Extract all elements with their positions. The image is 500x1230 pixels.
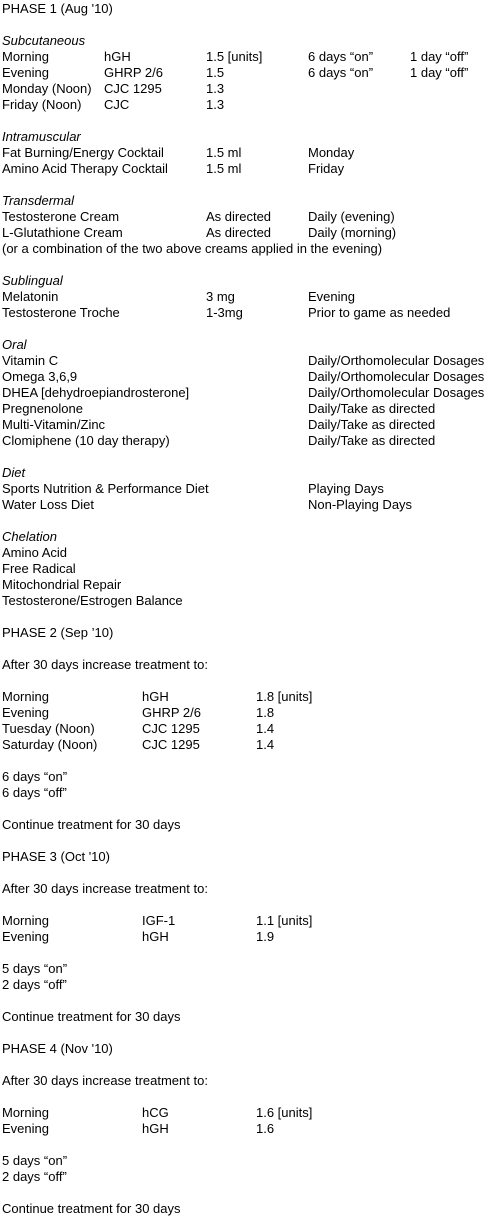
row-off: 1 day “off” bbox=[410, 49, 469, 64]
transdermal-note: (or a combination of the two above creams applied in the evening) bbox=[2, 241, 383, 256]
chelation-heading: Chelation bbox=[2, 529, 57, 544]
phase1-title: PHASE 1 (Aug '10) bbox=[2, 1, 113, 16]
phase3-title: PHASE 3 (Oct '10) bbox=[2, 849, 110, 864]
row-schedule: Daily/Take as directed bbox=[308, 417, 436, 432]
row-schedule: Playing Days bbox=[308, 481, 384, 496]
row-dose: 1.6 bbox=[256, 1121, 275, 1136]
row-drug: CJC 1295 bbox=[142, 737, 200, 752]
row-schedule: Daily/Take as directed bbox=[308, 433, 436, 448]
row-dose: 1.1 [units] bbox=[256, 913, 313, 928]
row-dose: 1-3mg bbox=[206, 305, 243, 320]
row-dose: 1.8 bbox=[256, 705, 275, 720]
row-dose: 1.4 bbox=[256, 721, 275, 736]
row-time: Morning bbox=[2, 689, 49, 704]
row-dose: 1.3 bbox=[206, 97, 225, 112]
list-item: Testosterone/Estrogen Balance bbox=[2, 593, 183, 608]
row-dose: As directed bbox=[206, 209, 272, 224]
phase4-title: PHASE 4 (Nov '10) bbox=[2, 1041, 113, 1056]
row-schedule: Daily (evening) bbox=[308, 209, 395, 224]
phase3-intro: After 30 days increase treatment to: bbox=[2, 881, 208, 896]
row-dose: 1.5 ml bbox=[206, 145, 242, 160]
continue-note: Continue treatment for 30 days bbox=[2, 1201, 181, 1216]
row-time: Friday (Noon) bbox=[2, 97, 82, 112]
row-time: Tuesday (Noon) bbox=[2, 721, 95, 736]
phase2-intro: After 30 days increase treatment to: bbox=[2, 657, 208, 672]
phase2-title: PHASE 2 (Sep ’10) bbox=[2, 625, 114, 640]
cycle-on: 6 days “on” bbox=[2, 769, 68, 784]
row-drug: GHRP 2/6 bbox=[142, 705, 202, 720]
intramuscular-heading: Intramuscular bbox=[2, 129, 81, 144]
continue-note: Continue treatment for 30 days bbox=[2, 1009, 181, 1024]
row-dose: 1.4 bbox=[256, 737, 275, 752]
row-item: Testosterone Cream bbox=[2, 209, 120, 224]
row-item: Melatonin bbox=[2, 289, 59, 304]
row-drug: IGF-1 bbox=[142, 913, 176, 928]
row-item: Sports Nutrition & Performance Diet bbox=[2, 481, 209, 496]
row-dose: 1.6 [units] bbox=[256, 1105, 313, 1120]
cycle-on: 5 days “on” bbox=[2, 961, 68, 976]
cycle-on: 5 days “on” bbox=[2, 1153, 68, 1168]
row-dose: 1.5 [units] bbox=[206, 49, 263, 64]
row-schedule: Daily/Take as directed bbox=[308, 401, 436, 416]
row-dose: 1.9 bbox=[256, 929, 275, 944]
transdermal-heading: Transdermal bbox=[2, 193, 75, 208]
row-dose: 1.5 ml bbox=[206, 161, 242, 176]
row-item: Testosterone Troche bbox=[2, 305, 120, 320]
row-time: Morning bbox=[2, 49, 49, 64]
row-schedule: Daily/Orthomolecular Dosages bbox=[308, 369, 485, 384]
list-item: Free Radical bbox=[2, 561, 76, 576]
row-item: Omega 3,6,9 bbox=[2, 369, 78, 384]
row-time: Morning bbox=[2, 1105, 49, 1120]
row-item: Water Loss Diet bbox=[2, 497, 94, 512]
row-schedule: Friday bbox=[308, 161, 345, 176]
row-schedule: Monday bbox=[308, 145, 355, 160]
cycle-off: 2 days “off” bbox=[2, 977, 67, 992]
row-drug: GHRP 2/6 bbox=[104, 65, 164, 80]
row-item: DHEA [dehydroepiandrosterone] bbox=[2, 385, 190, 400]
row-drug: hGH bbox=[142, 1121, 169, 1136]
row-drug: hGH bbox=[142, 929, 169, 944]
phase4-intro: After 30 days increase treatment to: bbox=[2, 1073, 208, 1088]
cycle-off: 6 days “off” bbox=[2, 785, 67, 800]
row-drug: CJC 1295 bbox=[104, 81, 162, 96]
row-on: 6 days “on” bbox=[308, 49, 374, 64]
oral-heading: Oral bbox=[2, 337, 27, 352]
row-dose: 3 mg bbox=[206, 289, 235, 304]
row-schedule: Non-Playing Days bbox=[308, 497, 413, 512]
row-time: Evening bbox=[2, 65, 49, 80]
row-item: Amino Acid Therapy Cocktail bbox=[2, 161, 168, 176]
row-drug: CJC bbox=[104, 97, 130, 112]
row-time: Evening bbox=[2, 929, 49, 944]
row-time: Morning bbox=[2, 913, 49, 928]
row-item: Multi-Vitamin/Zinc bbox=[2, 417, 106, 432]
diet-heading: Diet bbox=[2, 465, 26, 480]
row-time: Monday (Noon) bbox=[2, 81, 92, 96]
sublingual-heading: Sublingual bbox=[2, 273, 63, 288]
row-dose: 1.3 bbox=[206, 81, 225, 96]
row-time: Saturday (Noon) bbox=[2, 737, 98, 752]
list-item: Mitochondrial Repair bbox=[2, 577, 122, 592]
row-dose: As directed bbox=[206, 225, 272, 240]
row-time: Evening bbox=[2, 1121, 49, 1136]
row-item: Vitamin C bbox=[2, 353, 59, 368]
row-item: Clomiphene (10 day therapy) bbox=[2, 433, 170, 448]
row-item: Fat Burning/Energy Cocktail bbox=[2, 145, 164, 160]
row-dose: 1.5 bbox=[206, 65, 225, 80]
row-schedule: Daily (morning) bbox=[308, 225, 397, 240]
row-schedule: Daily/Orthomolecular Dosages bbox=[308, 385, 485, 400]
row-item: Pregnenolone bbox=[2, 401, 83, 416]
row-drug: hGH bbox=[142, 689, 169, 704]
row-item: L-Glutathione Cream bbox=[2, 225, 123, 240]
row-off: 1 day “off” bbox=[410, 65, 469, 80]
row-drug: hGH bbox=[104, 49, 131, 64]
row-drug: hCG bbox=[142, 1105, 169, 1120]
cycle-off: 2 days “off” bbox=[2, 1169, 67, 1184]
row-time: Evening bbox=[2, 705, 49, 720]
row-schedule: Evening bbox=[308, 289, 355, 304]
row-dose: 1.8 [units] bbox=[256, 689, 313, 704]
row-schedule: Daily/Orthomolecular Dosages bbox=[308, 353, 485, 368]
subcutaneous-heading: Subcutaneous bbox=[2, 33, 86, 48]
continue-note: Continue treatment for 30 days bbox=[2, 817, 181, 832]
row-schedule: Prior to game as needed bbox=[308, 305, 451, 320]
row-drug: CJC 1295 bbox=[142, 721, 200, 736]
list-item: Amino Acid bbox=[2, 545, 68, 560]
row-on: 6 days “on” bbox=[308, 65, 374, 80]
